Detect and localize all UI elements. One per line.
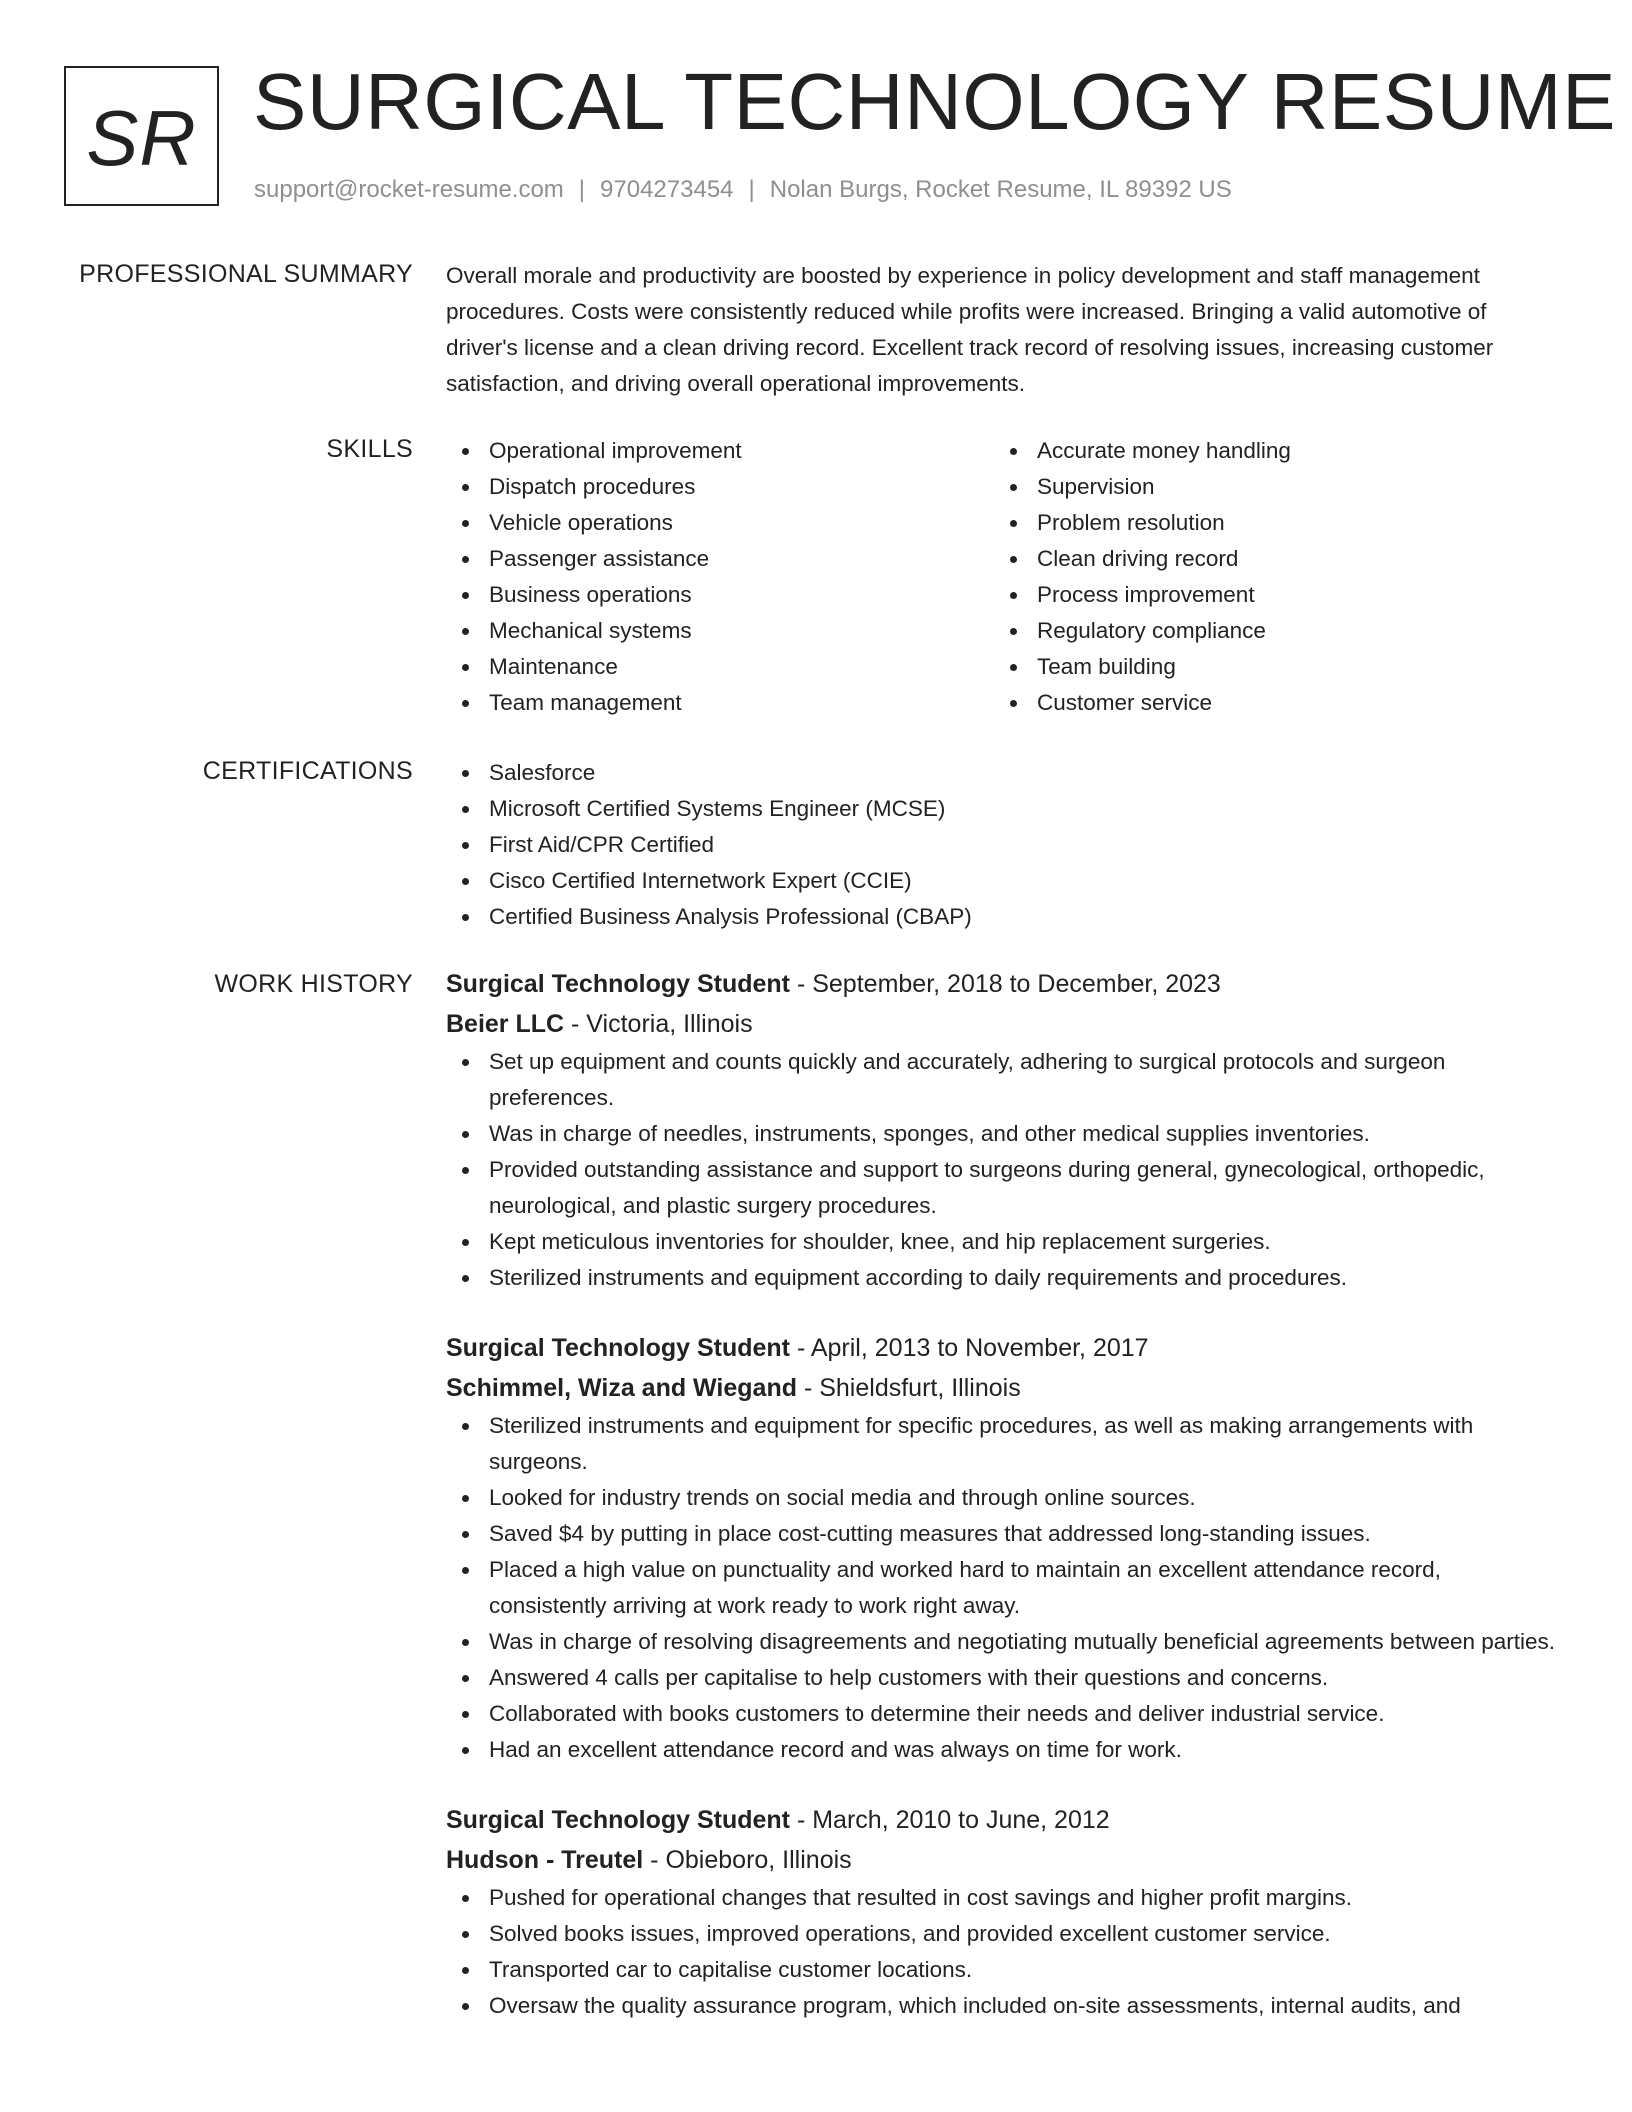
summary-paragraph: Overall morale and productivity are boosted by experience in policy development and staff management procedures. Costs were consistently reduced while profits were increased. Bringing a valid automotive of driver's license and a clean driving record. Excellent track record of resolving issues, increasing customer satisfaction, and driving overall operational improvements.	[446, 263, 1494, 396]
contact-email: support@rocket-resume.com	[254, 176, 564, 203]
skill-item: Team management	[446, 685, 994, 721]
job-duty-item: Sterilized instruments and equipment for specific procedures, as well as making arrangements with surgeons.	[446, 1408, 1556, 1480]
job-entry	[446, 1800, 1556, 2024]
job-duty-item: Sterilized instruments and equipment according to daily requirements and procedures.	[446, 1260, 1556, 1296]
job-duty-item: Answered 4 calls per capitalise to help customers with their questions and concerns.	[446, 1660, 1556, 1696]
skill-item: Customer service	[994, 685, 1542, 721]
job-duty-item: Provided outstanding assistance and support to surgeons during general, gynecological, orthopedic, neurological, and plastic surgery procedures.	[446, 1152, 1556, 1224]
section-heading-work-history: WORK HISTORY	[214, 970, 413, 998]
contact-phone: 9704273454	[600, 176, 734, 203]
job-duties-list	[446, 1880, 1556, 2024]
section-heading-certifications: CERTIFICATIONS	[202, 757, 413, 785]
job-title: Surgical Technology Student	[446, 1334, 791, 1362]
monogram-badge	[64, 66, 219, 206]
contact-address: Nolan Burgs, Rocket Resume, IL 89392 US	[769, 176, 1232, 203]
job-title-line	[446, 1800, 1556, 1840]
job-title-line	[446, 964, 1556, 1004]
job-duty-item: Looked for industry trends on social media and through online sources.	[446, 1480, 1556, 1516]
job-title: Surgical Technology Student	[446, 1806, 791, 1834]
contact-separator: |	[578, 176, 586, 203]
job-duty-item: Collaborated with books customers to determine their needs and deliver industrial service.	[446, 1696, 1556, 1732]
job-company-line	[446, 1368, 1556, 1408]
job-title: Surgical Technology Student	[446, 970, 791, 998]
skill-item: Accurate money handling	[994, 433, 1542, 469]
job-duty-item: Solved books issues, improved operations, and provided excellent customer service.	[446, 1916, 1556, 1952]
job-duty-item: Was in charge of resolving disagreements and negotiating mutually beneficial agreements between parties.	[446, 1624, 1556, 1660]
job-dates: - April, 2013 to November, 2017	[790, 1334, 1149, 1362]
skill-item: Business operations	[446, 577, 994, 613]
job-company-line	[446, 1004, 1556, 1044]
job-duty-item: Pushed for operational changes that resulted in cost savings and higher profit margins.	[446, 1880, 1556, 1916]
skill-item: Operational improvement	[446, 433, 994, 469]
job-duties-list	[446, 1408, 1556, 1768]
contact-separator: |	[748, 176, 755, 203]
job-title-line	[446, 1328, 1556, 1368]
job-company-line	[446, 1840, 1556, 1880]
job-duties-list	[446, 1044, 1556, 1296]
skills-list-left	[446, 433, 994, 721]
job-location: - Shieldsfurt, Illinois	[797, 1374, 1021, 1402]
job-location: - Obieboro, Illinois	[643, 1846, 852, 1874]
job-company: Schimmel, Wiza and Wiegand	[446, 1374, 798, 1402]
skill-item: Vehicle operations	[446, 505, 994, 541]
job-entry	[446, 964, 1556, 1296]
job-duty-item: Was in charge of needles, instruments, sponges, and other medical supplies inventories.	[446, 1116, 1556, 1152]
skill-item: Supervision	[994, 469, 1542, 505]
job-duty-item: Transported car to capitalise customer locations.	[446, 1952, 1556, 1988]
skill-item: Process improvement	[994, 577, 1542, 613]
job-company: Hudson - Treutel	[446, 1846, 644, 1874]
certification-item: Certified Business Analysis Professional (CBAP)	[446, 899, 1556, 935]
skill-item: Problem resolution	[994, 505, 1542, 541]
job-duty-item: Placed a high value on punctuality and worked hard to maintain an excellent attendance record, consistently arriving at work ready to work right away.	[446, 1552, 1556, 1624]
job-dates: - March, 2010 to June, 2012	[790, 1806, 1110, 1834]
certification-item: First Aid/CPR Certified	[446, 827, 1556, 863]
skill-item: Team building	[994, 649, 1542, 685]
job-company: Beier LLC	[446, 1010, 565, 1038]
certification-item: Microsoft Certified Systems Engineer (MCSE)	[446, 791, 1556, 827]
skill-item: Dispatch procedures	[446, 469, 994, 505]
resume-title: SURGICAL TECHNOLOGY RESUME	[253, 57, 1616, 146]
job-duty-item: Kept meticulous inventories for shoulder, knee, and hip replacement surgeries.	[446, 1224, 1556, 1260]
job-location: - Victoria, Illinois	[564, 1010, 753, 1038]
job-entry	[446, 1328, 1556, 1768]
job-duty-item: Had an excellent attendance record and was always on time for work.	[446, 1732, 1556, 1768]
monogram-initials: SR	[86, 93, 197, 182]
section-heading-summary: PROFESSIONAL SUMMARY	[79, 260, 413, 288]
skill-item: Maintenance	[446, 649, 994, 685]
certification-item: Cisco Certified Internetwork Expert (CCIE)	[446, 863, 1556, 899]
job-duty-item: Saved $4 by putting in place cost-cutting measures that addressed long-standing issues.	[446, 1516, 1556, 1552]
contact-line	[254, 174, 1232, 206]
skill-item: Clean driving record	[994, 541, 1542, 577]
job-duty-item: Set up equipment and counts quickly and accurately, adhering to surgical protocols and surgeon preferences.	[446, 1044, 1556, 1116]
skills-list-right	[994, 433, 1542, 721]
job-duty-item: Oversaw the quality assurance program, which included on-site assessments, internal audits, and	[446, 1988, 1556, 2024]
certification-item: Salesforce	[446, 755, 1556, 791]
certifications-list	[446, 755, 1556, 935]
skill-item: Passenger assistance	[446, 541, 994, 577]
section-heading-skills: SKILLS	[326, 435, 413, 463]
skill-item: Mechanical systems	[446, 613, 994, 649]
skill-item: Regulatory compliance	[994, 613, 1542, 649]
job-dates: - September, 2018 to December, 2023	[790, 970, 1221, 998]
